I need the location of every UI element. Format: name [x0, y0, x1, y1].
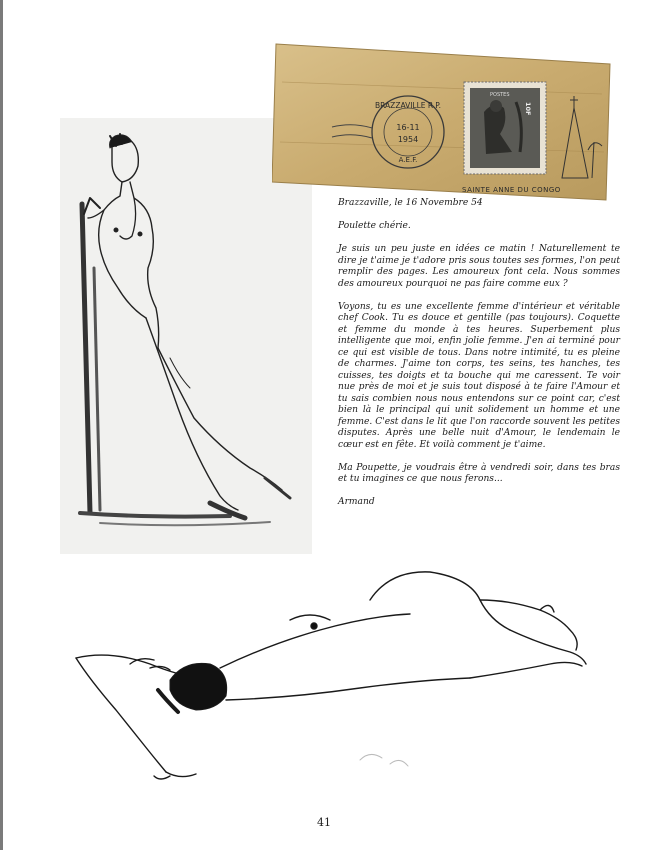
letter-signature: Armand — [338, 497, 375, 507]
letter-paragraph: Ma Poupette, je voudrais être à vendredi soir, dans tes bras et tu imagines ce que nous ferons... — [338, 462, 620, 484]
page-number: 41 — [317, 816, 331, 829]
reclining-figure-sketch — [70, 560, 600, 790]
postmark-date: 16-11 — [396, 123, 420, 132]
envelope-fragment — [272, 42, 612, 202]
letter-text — [338, 198, 620, 520]
letter-paragraph: Voyons, tu es une excellente femme d'intérieur et véritable chef Cook. Tu es douce et gentille (pas toujours). Coquette et femme du monde à tes heures. Superbement plus intelligente que moi, enfin jolie femme. J'en ai terminé pour ce qui est visible de tous. Dans notre intimité, tu es pleine de charmes. J'aime ton corps, tes seins, tes hanches, tes cuisses, tes doigts et ta bouche qui me caressent. Te voir nue près de moi et je suis tout disposé à te faire l'Amour et tu sais combien nous nous entendons sur ce point car, c'est bien là le principal qui unit solidement un homme et une femme. C'est dans le lit que l'on raccorde souvent les petites disputes. Après une belle nuit d'Amour, le lendemain le cœur est en fête. Et voilà comment je t'aime. — [338, 301, 620, 450]
postmark-year: 1954 — [397, 135, 419, 144]
letter-paragraph: Je suis un peu juste en idées ce matin ! Naturellement te dire je t'aime je t'adore pris sous toutes ses formes, l'on peut remplir des pages. Les amoureux font cela. Nous sommes des amoureux pourquoi ne pas faire comme eux ? — [338, 244, 620, 289]
stamp-label: POSTES — [490, 92, 510, 98]
postmark-region: A.E.F. — [398, 156, 418, 164]
postage-stamp — [464, 82, 546, 174]
letter-dateline: Brazzaville, le 16 Novembre 54 — [338, 198, 483, 208]
stamp-value: 10F — [524, 102, 532, 116]
letter-salutation: Poulette chérie. — [338, 221, 411, 231]
book-spine-edge — [0, 0, 3, 850]
postmark-city: BRAZZAVILLE R.P. — [375, 101, 441, 110]
cancel-text: SAINTE ANNE DU CONGO — [462, 186, 561, 194]
